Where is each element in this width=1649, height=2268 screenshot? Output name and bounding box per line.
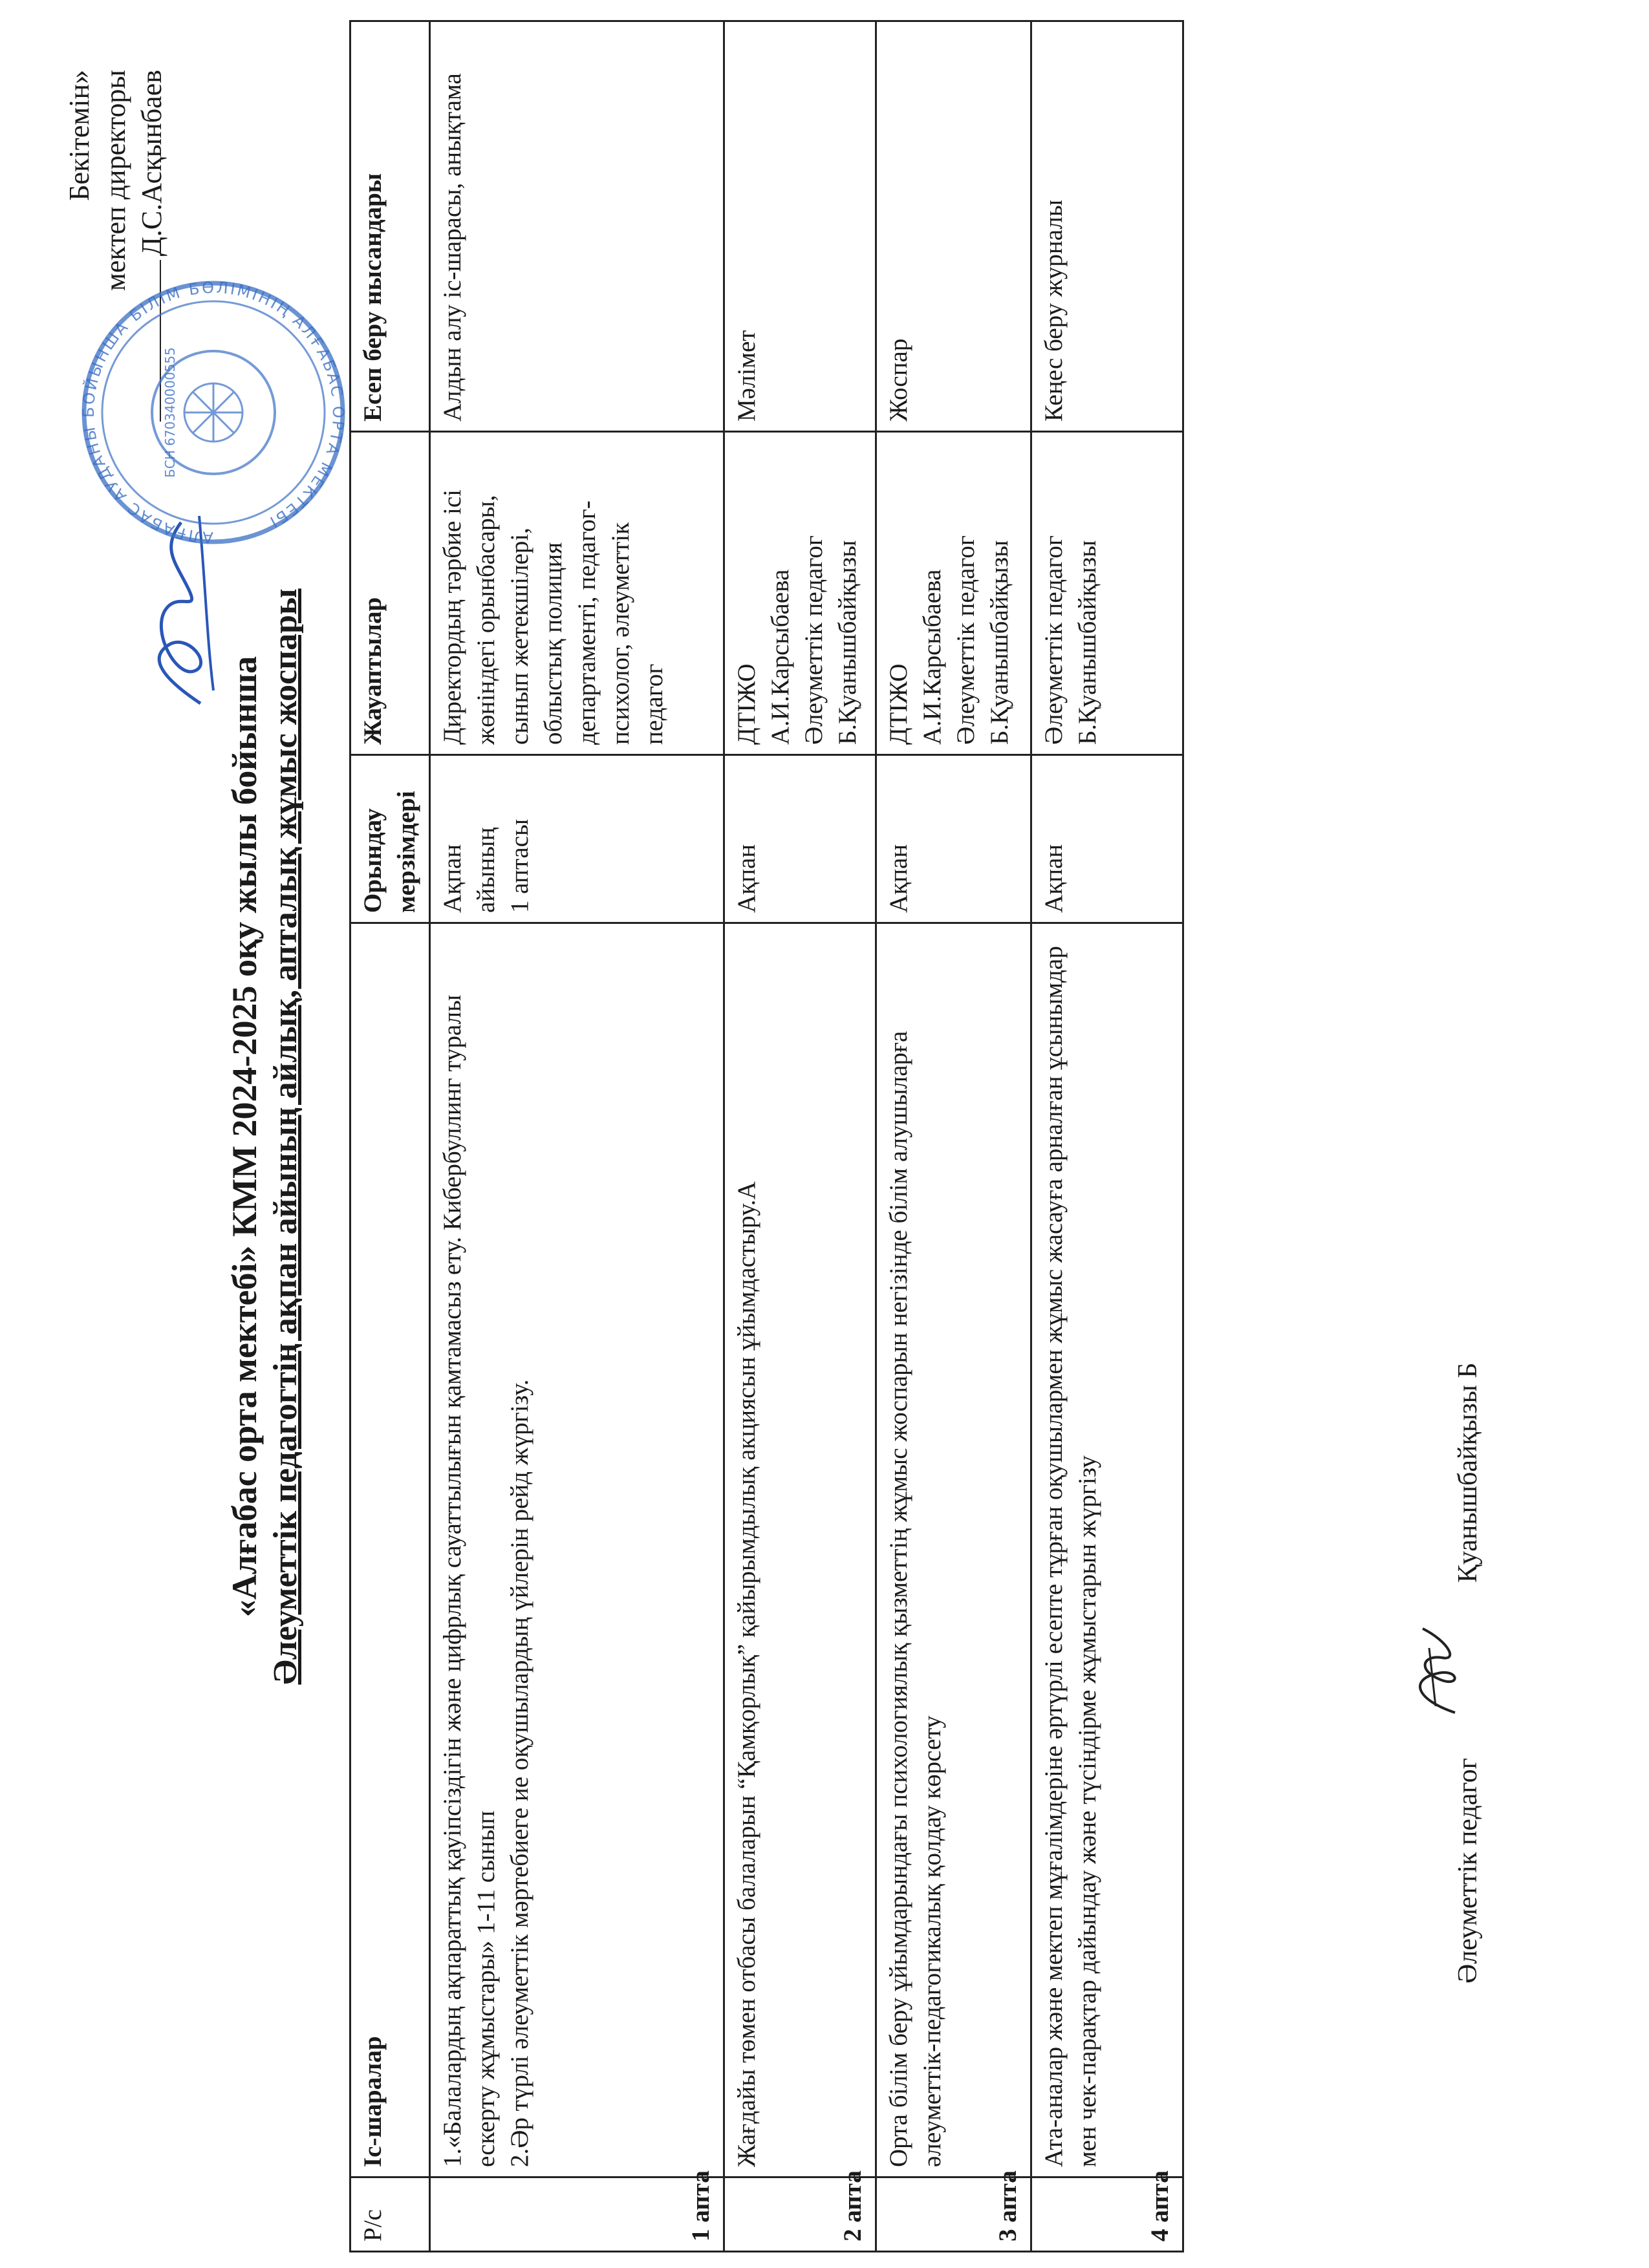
pedagogue-signature [1397,1616,1474,1726]
header-responsible: Жауаптылар [350,432,430,755]
title-line-1: «Алғабас орта мектебі» КММ 2024-2025 оқу жылы бойынша [225,656,264,1618]
row-responsible [724,432,876,755]
row-deadline [430,755,724,923]
school-stamp [78,277,349,548]
director-name: Д.С.Асқынбаев [136,70,167,257]
responsible-line: Б.Қуанышбайқызы [834,540,861,745]
row-activities [876,923,1031,2177]
activity-item: 2.Әр түрлі әлеуметтік мәртебиеге ие оқушылардың үйлерін рейд жүргізу. [506,1379,534,2167]
responsible-line: Әлеуметтік педагог [1040,535,1068,745]
deadline-line: Ақпан [885,844,912,913]
row-report-form: Кеңес беру журналы [1031,21,1183,432]
activity-item: Жағдайы төмен отбасы балаларын “Қамқорлық” қайырымдылық акциясын ұйымдастыру.А [733,1181,760,2167]
deadline-line: Ақпан [438,844,466,913]
header-report-form: Есеп беру нысандары [350,21,430,432]
table-row [876,21,1031,2252]
table-header-row [350,21,430,2252]
row-week: 2 апта [724,2177,876,2252]
stamp-outer-text: АЛҒАБАС АУДАНЫ БОЙЫНША БІЛІМ БӨЛІМІНІҢ АЛҒАБАС ОРТА МЕКТЕБІ [79,278,348,547]
responsible-line: ДТІЖО [885,663,912,745]
work-plan-table [349,20,1184,2252]
deadline-line: 1 аптасы [506,818,534,913]
document-title [223,212,306,2061]
activity-item: 1.«Балалардың ақпараттық қауіпсіздігін және цифрлық сауаттылығын қамтамасыз ету. Кибербуллинг туралы ескерту жұмыстары» 1-11 сынып [438,994,500,2167]
deadline-line: Ақпан [733,844,760,913]
responsible-line: Әлеуметтік педагог [800,535,828,745]
header-deadline: Орындау мерзімдері [350,755,430,923]
approval-line-1: Бекітемін» [63,70,95,201]
row-report-form: Жоспар [876,21,1031,432]
footer-signature [1397,1362,1483,1984]
row-report-form: Алдын алу іс-шарасы, анықтама [430,21,724,432]
table-row [1031,21,1183,2252]
table-row [724,21,876,2252]
footer-role: Әлеуметтік педагог [1453,1758,1483,1984]
stamp-inner-text: БСН 670340000555 [162,347,178,478]
responsible-line: А.И.Карсыбаева [766,569,794,745]
row-report-form: Мәлімет [724,21,876,432]
responsible-line: Әлеуметтік педагог [952,535,980,745]
row-activities [1031,923,1183,2177]
header-activities: Іс-шаралар [350,923,430,2177]
deadline-line: айының [472,827,500,913]
activity-item: Ата-аналар және мектеп мұғалімдеріне әртүрлі есепте тұрған оқушылармен жұмыс жасауға арналған ұсынымдар мен чек-парақтар дайындау және түсіндірме жұмыстарын жүргізу [1040,946,1101,2167]
responsible-line: Б.Қуанышбайқызы [1073,540,1101,745]
deadline-line: Ақпан [1040,844,1068,913]
row-responsible [1031,432,1183,755]
header-number: Р/с [350,2177,430,2252]
activity-item: Орта білім беру ұйымдарындағы психологиялық қызметтің жұмыс жоспарын негізінде білім алушыларға әлеуметтік-педагогикалық қолдау көрсету [885,1031,946,2167]
responsible-line: Директордың тәрбие ісі жөніндегі орынбасары, сынып жетекшілері, облыстық полиция департаменті, педагог-психолог, әлеуметтік педагог [438,489,668,745]
responsible-line: ДТІЖО [733,663,760,745]
row-week: 3 апта [876,2177,1031,2252]
title-line-2: Әлеуметтік педагогтің ақпан айының айлық, апталық жұмыс жоспары [267,588,304,1685]
row-deadline [876,755,1031,923]
row-week: 1 апта [430,2177,724,2252]
row-activities [724,923,876,2177]
responsible-line: Б.Қуанышбайқызы [986,540,1013,745]
row-deadline [724,755,876,923]
table-row [430,21,724,2252]
responsible-line: А.И.Карсыбаева [918,569,946,745]
row-responsible [876,432,1031,755]
row-week: 4 апта [1031,2177,1183,2252]
row-deadline [1031,755,1183,923]
approval-line-2: мектеп директоры [100,70,131,291]
footer-name: Қуанышбайқызы Б [1453,1362,1483,1583]
row-activities [430,923,724,2177]
row-responsible [430,432,724,755]
